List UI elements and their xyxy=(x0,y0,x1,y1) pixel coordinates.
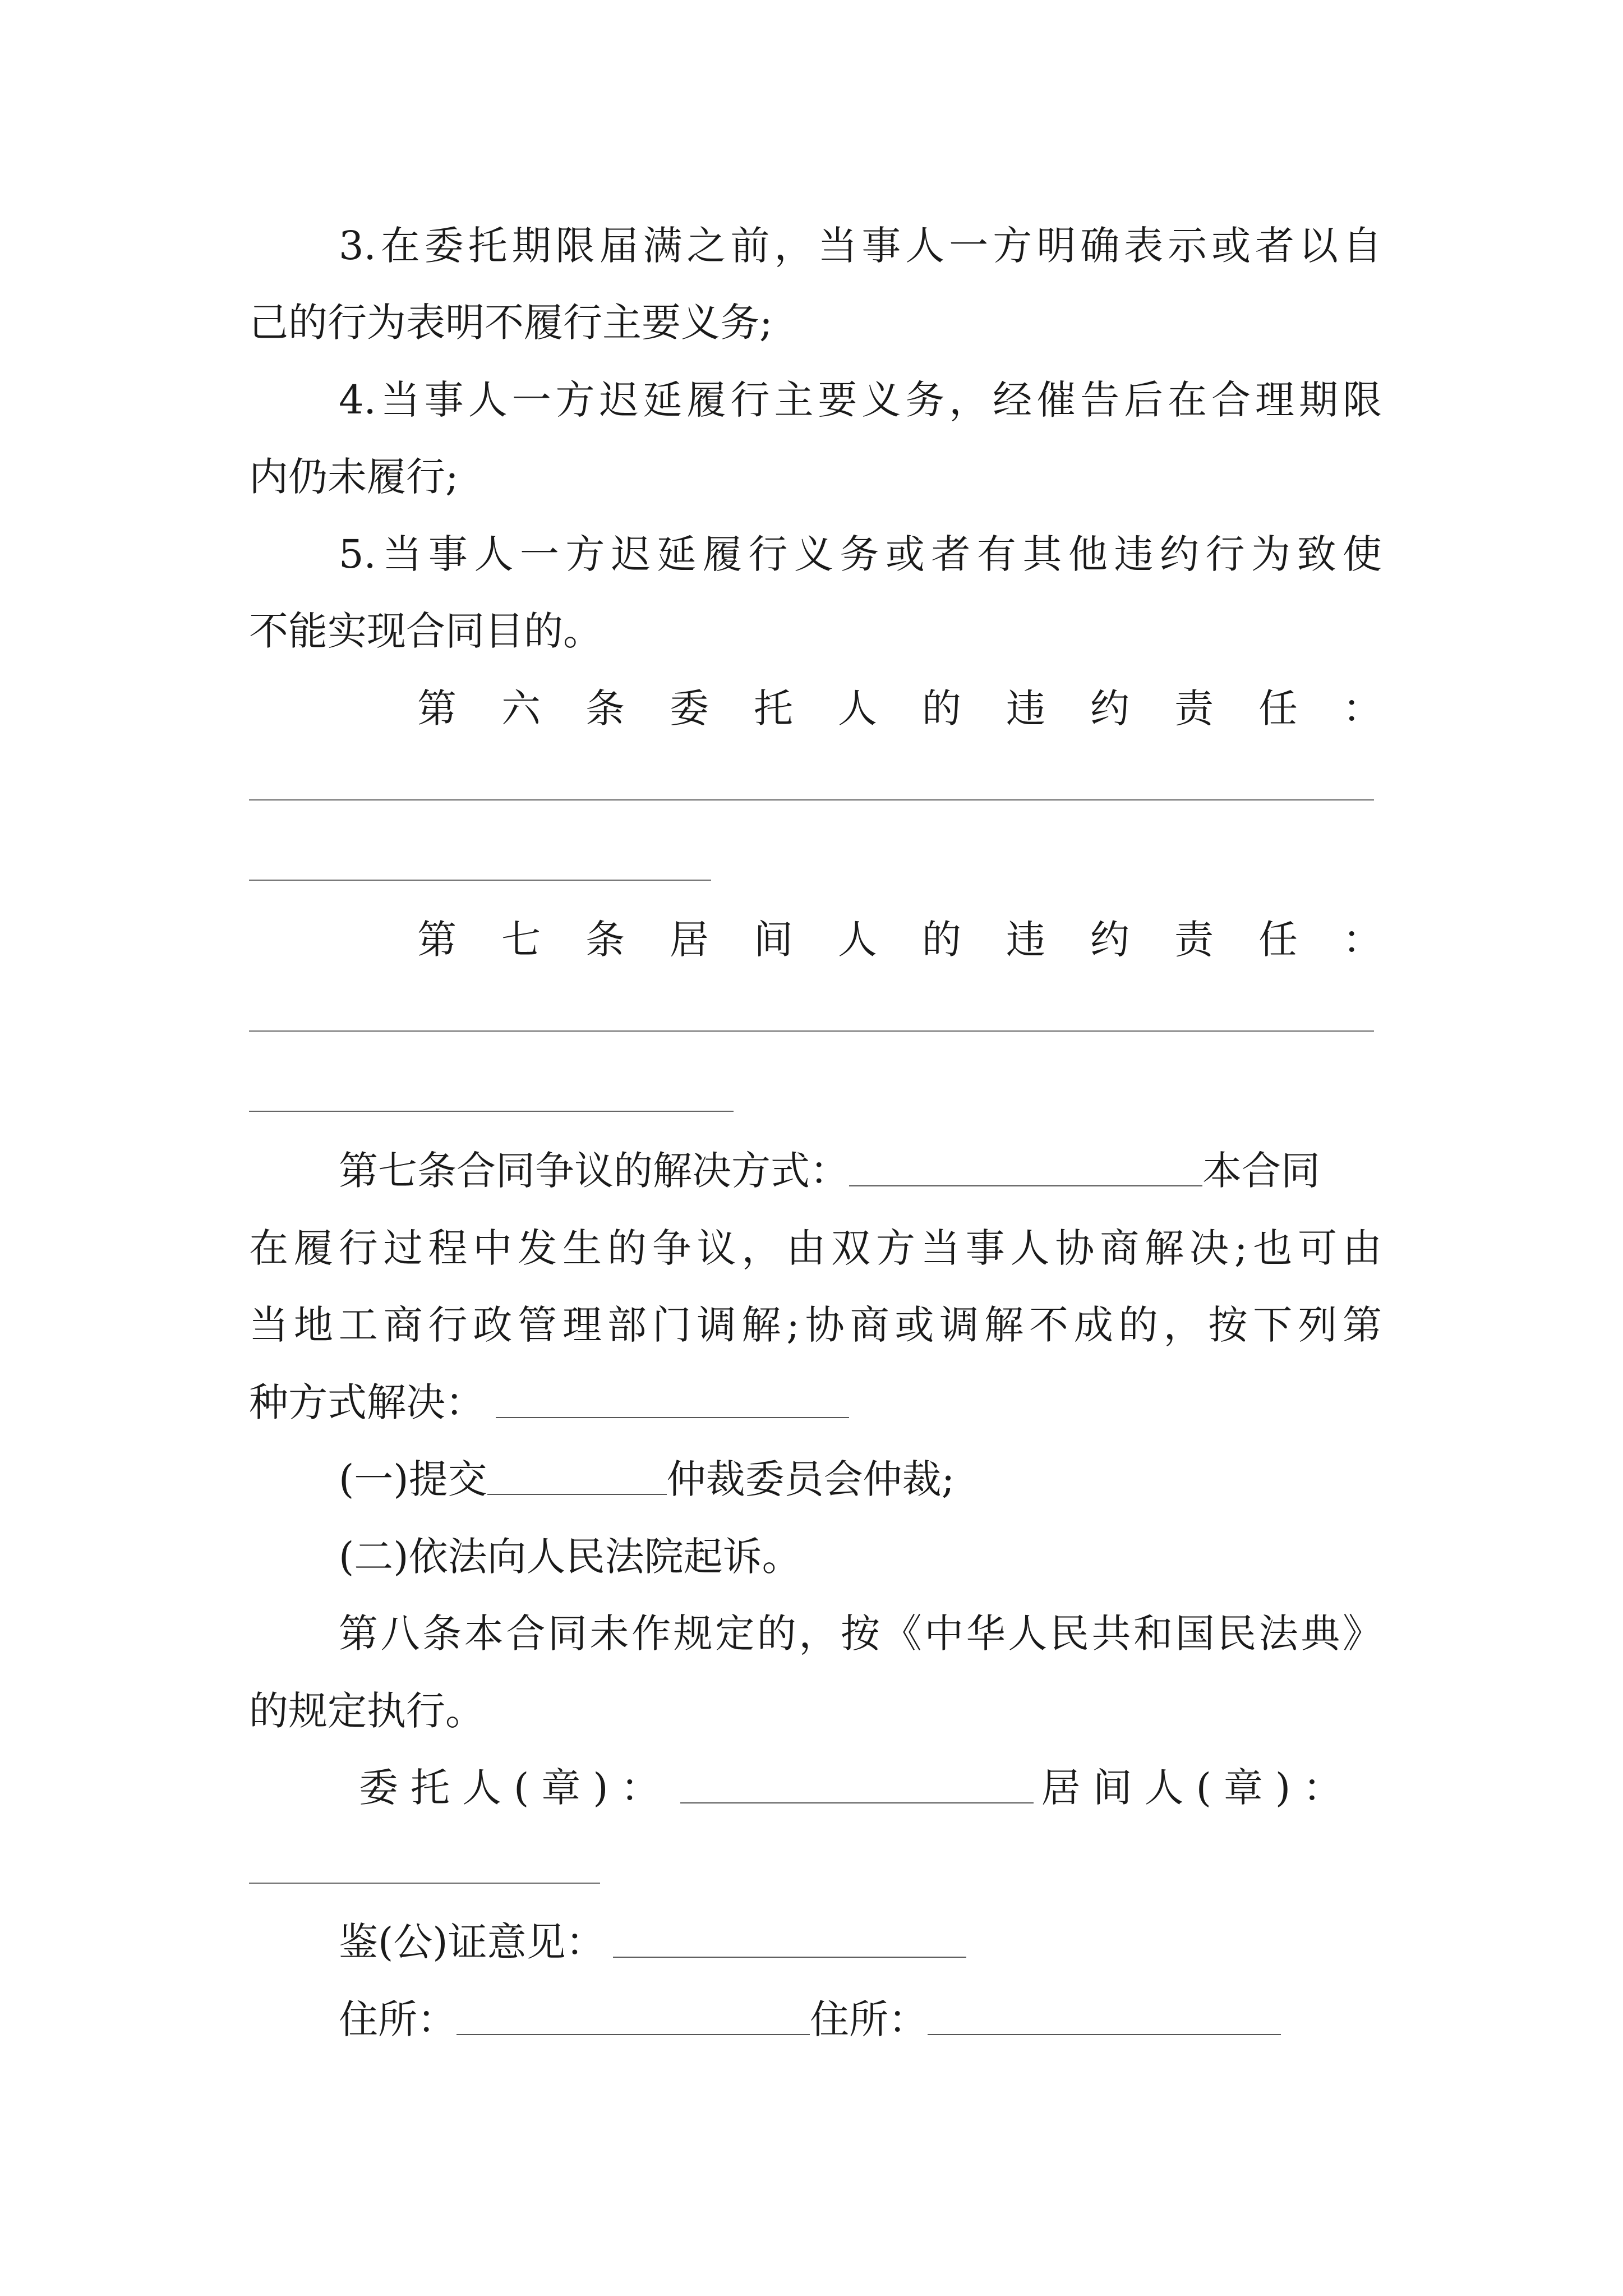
dispute-line-4-text: 种方式解决： xyxy=(249,1379,485,1425)
broker-seal-label: 居间人(章)： xyxy=(1041,1765,1355,1811)
article-7-blank-line-1 xyxy=(249,1030,1374,1032)
item-5-line-2: 不能实现合同目的。 xyxy=(249,608,602,654)
article-6-heading: 第六条委托人的违约责任： xyxy=(417,685,1382,731)
option-1-prefix: (一)提交 xyxy=(339,1456,487,1502)
principal-seal-blank[interactable] xyxy=(680,1760,1034,1803)
article-6-blank-line-2 xyxy=(249,880,711,881)
address-label-2: 住所： xyxy=(810,1996,928,2042)
dispute-line-4 xyxy=(249,1374,1382,1430)
article-7-blank-line-2 xyxy=(249,1111,734,1112)
item-4-line-2: 内仍未履行; xyxy=(249,454,459,500)
article-8-line-1: 第八条本合同未作规定的，按《中华人民共和国民法典》 xyxy=(339,1611,1382,1657)
signature-line xyxy=(359,1760,1382,1816)
notary-line xyxy=(339,1914,1382,1970)
item-4-line-1: 4.当事人一方迟延履行主要义务，经催告后在合理期限 xyxy=(339,377,1382,423)
dispute-line-1-tail: 本合同 xyxy=(1202,1148,1320,1194)
notary-label: 鉴(公)证意见： xyxy=(339,1919,605,1965)
article-6-blank-line-1 xyxy=(249,799,1374,800)
option-1-suffix: 仲裁委员会仲裁; xyxy=(666,1456,955,1502)
item-5-line-1: 5.当事人一方迟延履行义务或者有其他违约行为致使 xyxy=(339,531,1382,577)
dispute-line-1 xyxy=(339,1143,1382,1199)
arbitration-committee-blank[interactable] xyxy=(487,1451,667,1495)
dispute-line-3: 当地工商行政管理部门调解;协商或调解不成的，按下列第 xyxy=(249,1302,1382,1348)
option-2: (二)依法向人民法院起诉。 xyxy=(339,1534,801,1580)
principal-seal-label: 委托人(章)： xyxy=(359,1765,672,1811)
dispute-line-2: 在履行过程中发生的争议，由双方当事人协商解决;也可由 xyxy=(249,1225,1382,1271)
dispute-method-blank[interactable] xyxy=(849,1143,1202,1186)
option-1 xyxy=(339,1451,1382,1507)
address-line xyxy=(339,1991,1382,2047)
article-7-heading: 第七条居间人的违约责任： xyxy=(417,917,1382,963)
broker-seal-blank[interactable] xyxy=(249,1883,600,1884)
article-8-line-2: 的规定执行。 xyxy=(249,1688,485,1734)
dispute-option-blank[interactable] xyxy=(496,1374,849,1418)
address-blank-2[interactable] xyxy=(928,1991,1281,2035)
address-label-1: 住所： xyxy=(339,1996,457,2042)
item-3-line-2: 己的行为表明不履行主要义务; xyxy=(249,300,773,346)
notary-opinion-blank[interactable] xyxy=(613,1914,966,1958)
address-blank-1[interactable] xyxy=(457,1991,810,2035)
item-3-line-1: 3.在委托期限届满之前，当事人一方明确表示或者以自 xyxy=(339,223,1382,269)
dispute-heading: 第七条合同争议的解决方式： xyxy=(339,1148,849,1194)
